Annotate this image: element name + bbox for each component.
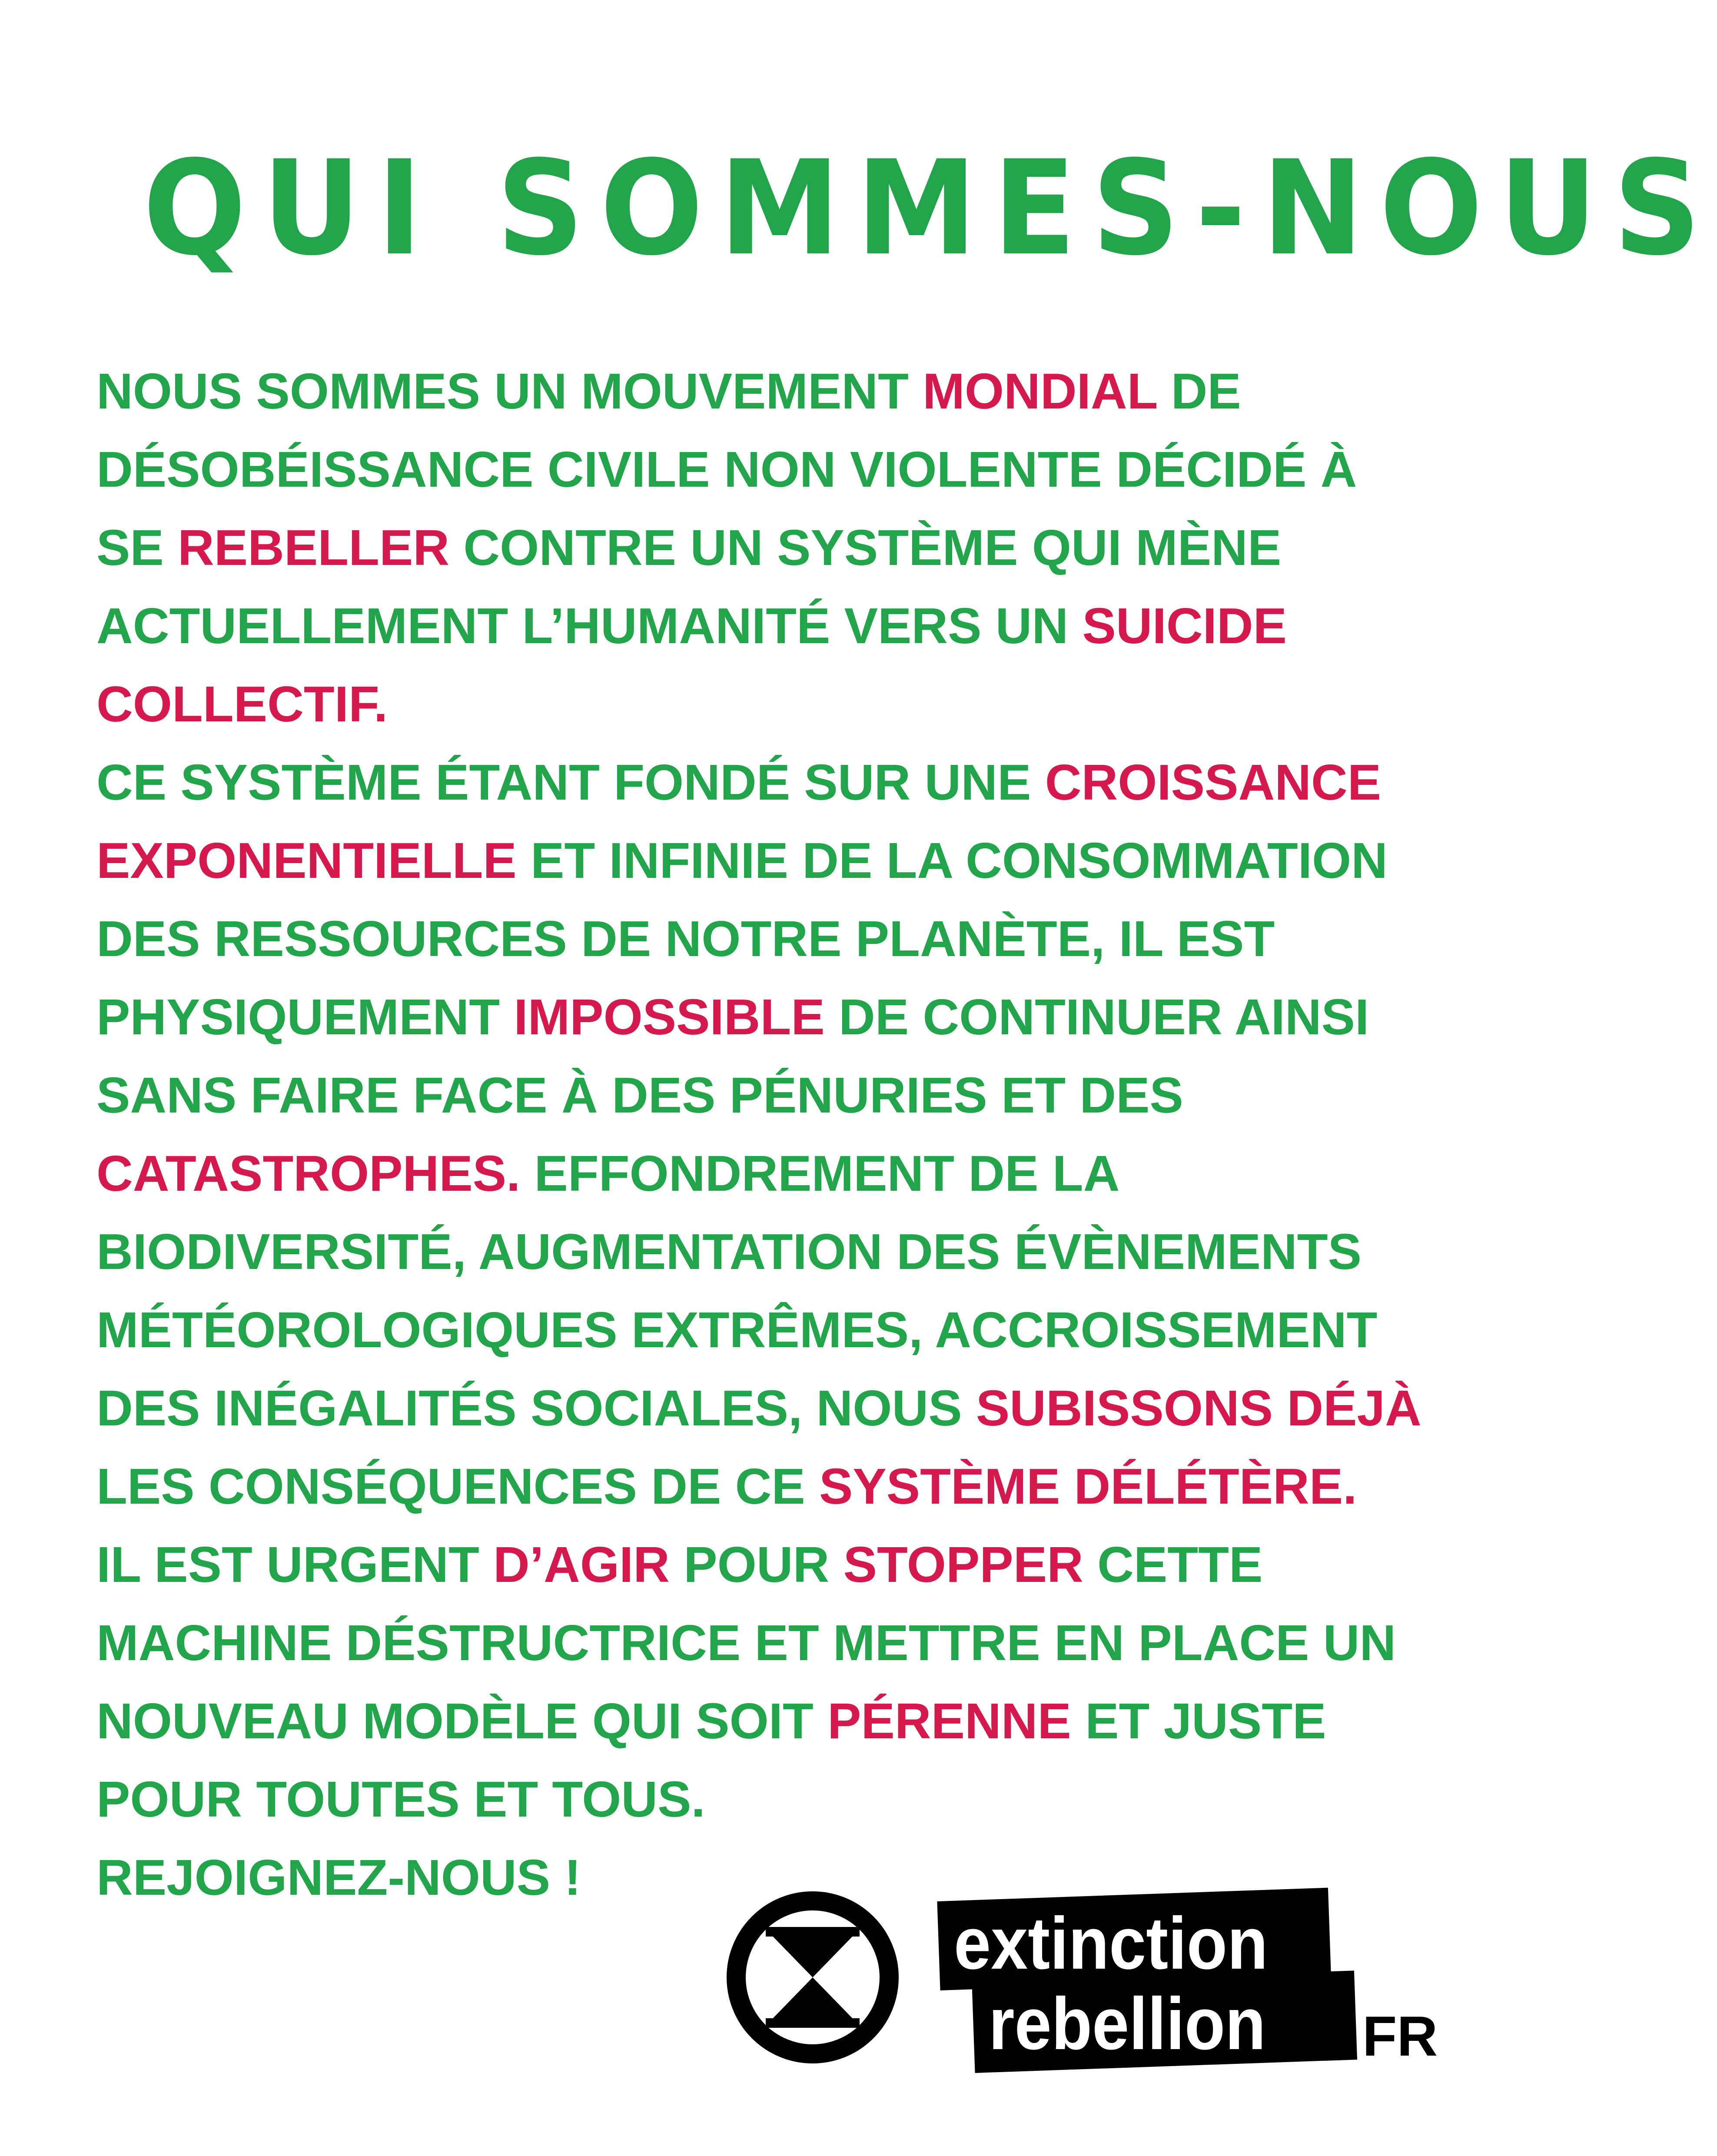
body-segment: BIODIVERSITÉ, AUGMENTATION DES ÉVÈNEMENTS xyxy=(96,1223,1362,1280)
highlighted-word: EXPONENTIELLE xyxy=(96,832,517,889)
highlighted-word: SUBISSONS DÉJÀ xyxy=(976,1380,1421,1436)
body-line xyxy=(96,508,1428,587)
body-line xyxy=(96,1682,1428,1760)
body-segment: MÉTÉOROLOGIQUES EXTRÊMES, ACCROISSEMENT xyxy=(96,1302,1378,1358)
body-line xyxy=(96,1447,1428,1525)
body-segment: REJOIGNEZ-NOUS ! xyxy=(96,1849,581,1906)
body-segment: POUR xyxy=(670,1536,844,1593)
body-segment: DE CONTINUER AINSI xyxy=(824,989,1369,1045)
body-line xyxy=(96,900,1428,978)
body-segment: LES CONSÉQUENCES DE CE xyxy=(96,1458,819,1515)
body-segment: NOUS SOMMES UN MOUVEMENT xyxy=(96,363,923,419)
logo-word-extinction: extinction xyxy=(954,1902,1268,1985)
body-line xyxy=(96,587,1428,665)
body-line xyxy=(96,1525,1428,1604)
body-segment: ET INFINIE DE LA CONSOMMATION xyxy=(516,832,1388,889)
body-line xyxy=(96,743,1428,821)
extinction-symbol-icon xyxy=(726,1890,900,2064)
body-line xyxy=(96,1369,1428,1447)
body-segment: NOUVEAU MODÈLE QUI SOIT xyxy=(96,1693,828,1749)
body-line xyxy=(96,1760,1428,1838)
body-line xyxy=(96,1213,1428,1291)
body-segment: CONTRE UN SYSTÈME QUI MÈNE xyxy=(449,519,1282,576)
body-line xyxy=(96,1291,1428,1369)
highlighted-word: COLLECTIF. xyxy=(96,676,388,732)
highlighted-word: CROISSANCE xyxy=(1045,754,1382,811)
highlighted-word: D’AGIR xyxy=(493,1536,670,1593)
highlighted-word: CATASTROPHES. xyxy=(96,1145,521,1202)
body-line xyxy=(96,430,1428,508)
highlighted-word: IMPOSSIBLE xyxy=(514,989,825,1045)
page-title: QUI SOMMES-NOUS xyxy=(143,133,1717,284)
body-line xyxy=(96,821,1428,900)
body-segment: CE SYSTÈME ÉTANT FONDÉ SUR UNE xyxy=(96,754,1045,811)
body-line xyxy=(96,352,1428,430)
logo-country-code: FR xyxy=(1362,2004,1438,2068)
highlighted-word: STOPPER xyxy=(843,1536,1083,1593)
body-segment: PHYSIQUEMENT xyxy=(96,989,514,1045)
body-text xyxy=(96,352,1428,1917)
body-line xyxy=(96,1134,1428,1213)
body-line xyxy=(96,1056,1428,1134)
body-line xyxy=(96,978,1428,1056)
body-segment: DES RESSOURCES DE NOTRE PLANÈTE, IL EST xyxy=(96,910,1275,967)
body-segment: ACTUELLEMENT L’HUMANITÉ VERS UN xyxy=(96,598,1083,654)
body-segment: ET JUSTE xyxy=(1071,1693,1326,1749)
body-line xyxy=(96,665,1428,743)
body-segment: POUR TOUTES ET TOUS. xyxy=(96,1771,705,1827)
highlighted-word: PÉRENNE xyxy=(827,1693,1071,1749)
highlighted-word: SYSTÈME DÉLÉTÈRE. xyxy=(819,1458,1357,1515)
highlighted-word: REBELLER xyxy=(177,519,450,576)
body-line xyxy=(96,1604,1428,1682)
body-segment: SE xyxy=(96,519,178,576)
body-segment: SANS FAIRE FACE À DES PÉNURIES ET DES xyxy=(96,1067,1183,1123)
body-segment: CETTE xyxy=(1083,1536,1263,1593)
body-segment: DES INÉGALITÉS SOCIALES, NOUS xyxy=(96,1380,976,1436)
body-segment: IL EST URGENT xyxy=(96,1536,494,1593)
logo-word-rebellion: rebellion xyxy=(989,1983,1266,2065)
body-segment: DÉSOBÉISSANCE CIVILE NON VIOLENTE DÉCIDÉ À xyxy=(96,441,1357,498)
body-segment: MACHINE DÉSTRUCTRICE ET METTRE EN PLACE UN xyxy=(96,1615,1396,1671)
highlighted-word: SUICIDE xyxy=(1082,598,1287,654)
highlighted-word: MONDIAL xyxy=(923,363,1157,419)
body-segment: DE xyxy=(1157,363,1241,419)
body-segment: EFFONDREMENT DE LA xyxy=(520,1145,1120,1202)
